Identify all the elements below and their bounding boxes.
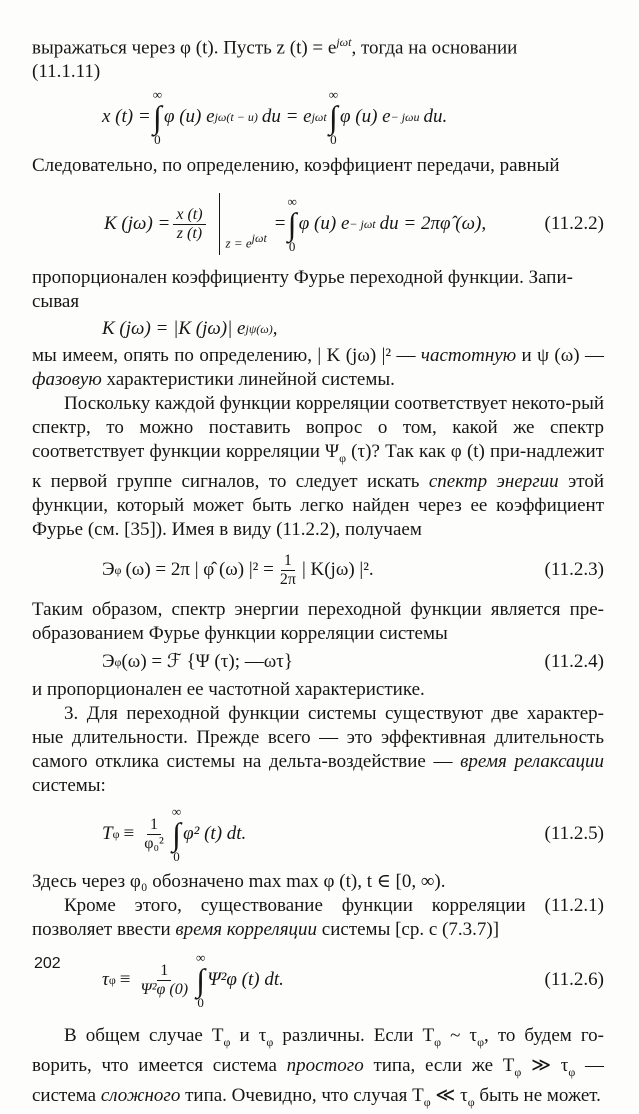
text: выражаться через φ (t). Пусть z (t) = e	[32, 37, 337, 59]
eq-term: | K(jω) |².	[301, 559, 374, 581]
equation-number: (11.2.5)	[544, 823, 604, 845]
eq-lhs: K (jω) =	[104, 213, 171, 235]
fraction: $\frac{x (t)}{z (t)}$	[173, 206, 205, 243]
eq-term: φ (u) e	[340, 106, 391, 128]
eq-term: Ψ²φ (t) dt.	[207, 969, 284, 991]
equation-number: (11.2.3)	[544, 559, 604, 581]
equation-4: Э φ (ω) = 2π | φ̂ (ω) |² = $\frac{1}{2\pi}$ | K(jω) |². (11.2.3)	[102, 551, 604, 588]
eq-term: φ² (t) dt.	[183, 823, 247, 845]
equation-1	[102, 84, 604, 150]
eq-term: (ω) = 2π | φ̂ (ω) |² =	[125, 559, 274, 581]
text: , тогда на основании	[351, 37, 518, 59]
paragraph-6: Таким образом, спектр энергии переходной функции является пре-образованием Фурье функции корреляции системы	[32, 599, 604, 645]
superscript: jψ(ω)	[245, 322, 273, 337]
eq-term: (ω) = ℱ {Ψ (τ); —ωτ}	[121, 651, 294, 673]
superscript: jωt	[311, 110, 327, 125]
page-number: 202	[34, 955, 61, 972]
fraction: $\frac{1}{\text{φ₀²}}$	[144, 815, 164, 852]
equation-6: T φ ≡ $\frac{1}{\text{φ₀²}}$ ∞ ∫ 0 φ² (t) dt. (11.2.5)	[102, 804, 604, 865]
fraction: $\frac{1}{\text{Ψ²φ (0)}}$	[140, 961, 189, 998]
paragraph-2: Следовательно, по определению, коэффициент передачи, равный	[32, 155, 560, 177]
eq-term: φ (u) e	[163, 106, 215, 128]
evaluation-condition: $z = e^{j\omega t}$	[225, 231, 267, 251]
equation-3: K (jω) = |K (jω)| e jψ(ω) ,	[102, 318, 278, 340]
integral-sign: ∞ ∫ 0	[287, 194, 297, 255]
superscript: − jωu	[390, 110, 420, 125]
eq-term: K (jω) = |K (jω)| e	[102, 318, 246, 340]
eq-lhs: x (t) =	[102, 106, 151, 128]
paragraph-10: Кроме этого, существование функции корреляции (11.2.1) позволяет ввести время корреляции системы [ср. с (7.3.7)]	[32, 895, 604, 941]
paragraph-5: Поскольку каждой функции корреляции соответствует некото-рый спектр, то можно поставить вопрос о том, какой же спектр соответствует функции корреляции $\Psi_\varphi$ (τ)? Так как φ (t) при-надлежит к первой группе сигналов, то следует искать спектр энергии этой функции, который может быть легко найден через ее коэффициент Фурье (см. [35]). Имея в виду (11.2.2), получаем	[32, 393, 605, 541]
reference: (11.1.11)	[32, 61, 101, 83]
eq-lhs: T	[102, 823, 113, 845]
integral-sign: ∞ ∫ 0	[171, 804, 182, 865]
equation-7: τ φ ≡ $\frac{1}{\text{Ψ²φ (0)}}$ ∞ ∫ 0 Ψ²φ (t) dt. (11.2.6)	[102, 950, 604, 1011]
equation-5: Э φ (ω) = ℱ {Ψ (τ); —ωτ} (11.2.4)	[102, 651, 604, 673]
evaluation-bar	[219, 193, 220, 255]
eq-term: du.	[423, 106, 448, 128]
superscript: jω(t − u)	[214, 110, 258, 125]
paragraph-7: и пропорционален ее частотной характеристике.	[32, 679, 425, 701]
superscript: − jωt	[349, 217, 376, 232]
superscript: jωt	[336, 35, 352, 49]
eq-lhs: τ	[102, 969, 109, 991]
paragraph-3: пропорционален коэффициенту Фурье переходной функции. Запи- сывая	[32, 267, 573, 313]
paragraph-9: Здесь через φ₀ обозначено max max φ (t), t ∈ [0, ∞).	[32, 871, 446, 893]
eq-term: φ (u) e	[298, 213, 350, 235]
equation-number: (11.2.2)	[544, 213, 604, 235]
eq-term: du = e	[261, 106, 312, 128]
equation-number: (11.2.4)	[544, 651, 604, 673]
paragraph-1	[32, 30, 604, 84]
eq-lhs: Э	[102, 559, 115, 581]
paragraph-11: В общем случае $T_\varphi$ и $\tau_\varphi$ различны. Если $T_\varphi$ ~ $\tau_\varphi$, то будем го-ворить, что имеется система простого типа, если же $T_\varphi$ ≫ $\tau_\varphi$ — система сложного типа. Очевидно, что случая $T_\varphi$ ≪ $\tau_\varphi$ быть не может.	[32, 1025, 604, 1109]
integral-sign: ∞ ∫ 0	[196, 950, 206, 1011]
page-content	[32, 30, 604, 1114]
eq-sign: =	[274, 213, 286, 235]
paragraph-8: 3. Для переходной функции системы существуют две характер-ные длительности. Прежде всего — это эффективная длительность самого отклика системы на дельта-воздействие — время релаксации системы:	[32, 703, 605, 797]
equation-number: (11.2.6)	[544, 969, 604, 991]
fraction: $\frac{1}{2\pi}$	[279, 551, 296, 588]
eq-term: du = 2πφ̂ (ω),	[379, 213, 487, 235]
paragraph-4: мы имеем, опять по определению, | K (jω) |² — частотную и ψ (ω) — фазовую характеристики линейной системы.	[32, 345, 604, 391]
integral-sign: ∞ ∫ 0	[328, 87, 338, 148]
equation-2	[32, 182, 604, 266]
integral-sign: ∞ ∫ 0	[152, 87, 162, 148]
